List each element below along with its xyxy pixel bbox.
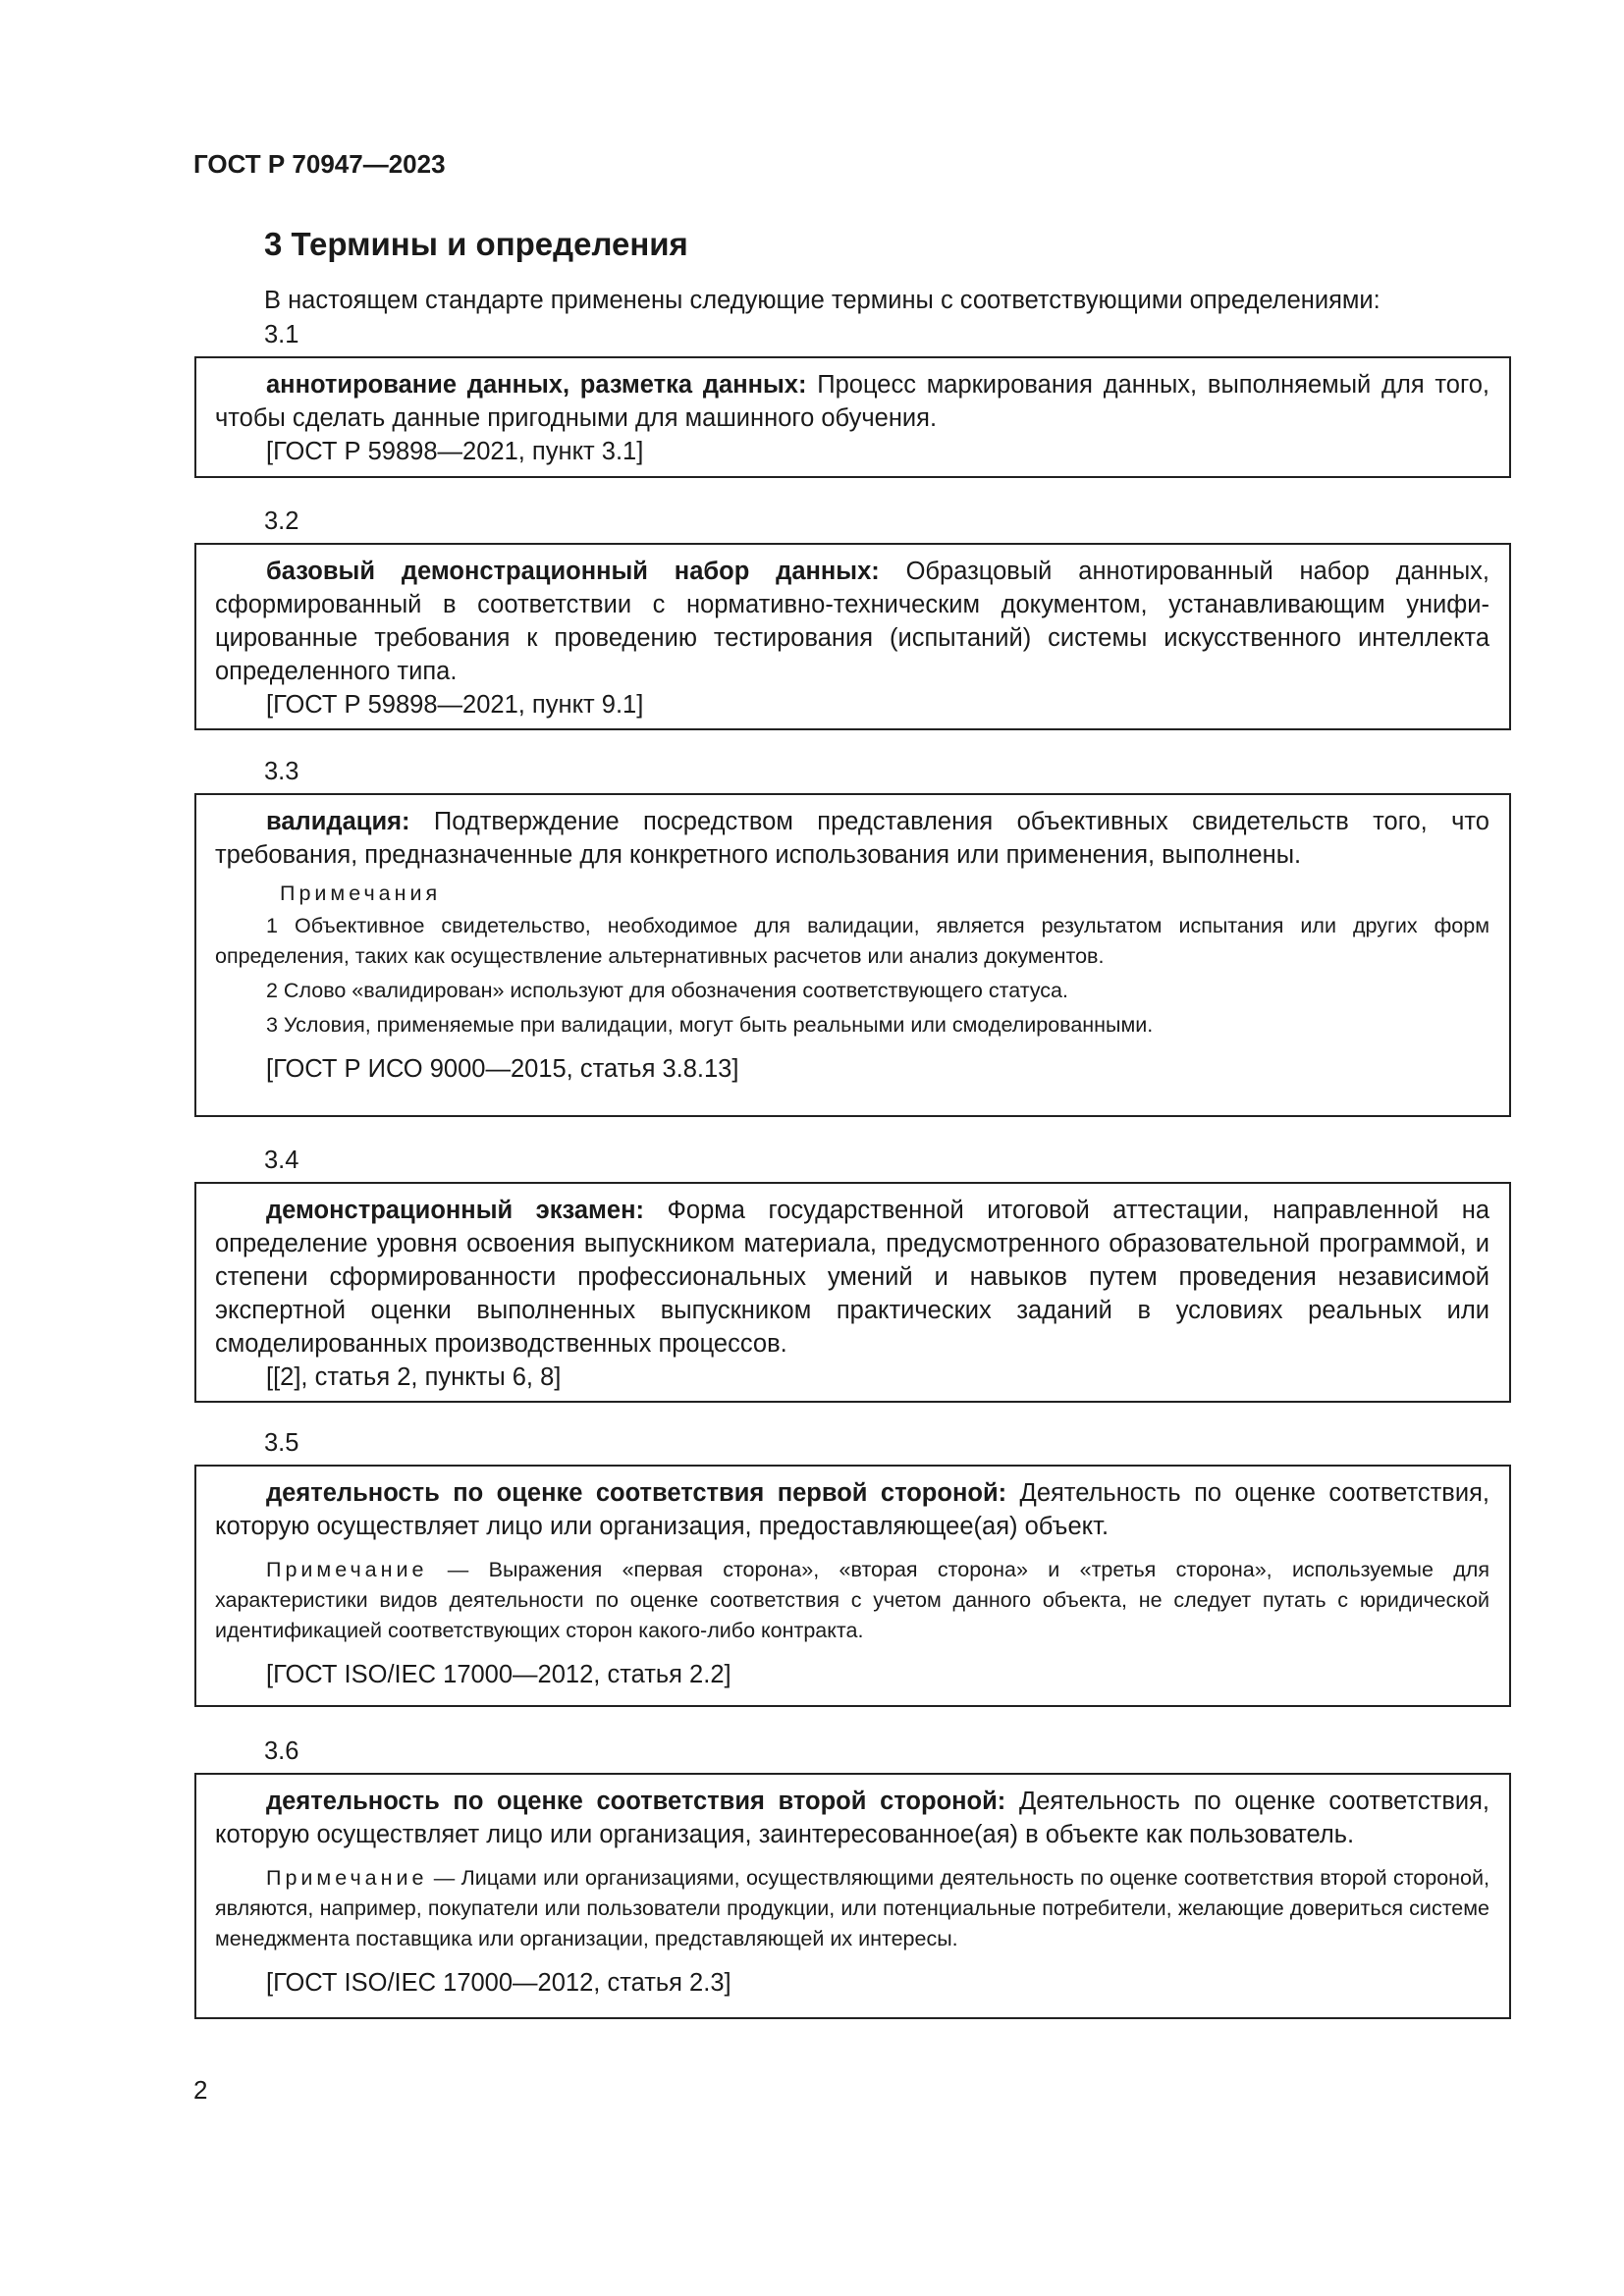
term-box (194, 1773, 1511, 2019)
note-item: 2 Слово «валидирован» используют для обозначения соответствующего статуса. (266, 979, 1068, 1002)
definition-text: Подтверждение посредством представления объективных свидетельств того, что требования, предназначенные для конкретного использования или применения, выполнены. (215, 808, 1489, 869)
term-box (194, 543, 1511, 730)
term-source: [ГОСТ Р 59898—2021, пункт 9.1] (266, 691, 644, 719)
page-number: 2 (193, 2075, 208, 2105)
definition-text: Деятельность по оценке соответствия, которую осуществляет лицо или организация, заинтересованное(ая) в объекте как пользователь. (215, 1788, 1489, 1848)
term-box (194, 1182, 1511, 1403)
term-box (194, 356, 1511, 478)
term-definition (215, 1194, 1489, 1361)
term-number: 3.3 (264, 758, 299, 785)
term-source: [ГОСТ Р ИСО 9000—2015, статья 3.8.13] (266, 1055, 739, 1083)
note-text: — Лицами или организациями, осуществляющими деятельность по оценке соответствия второй стороной, являются, например, покупатели или пользователи продукции, или потенциальные потребители, желающие довериться системе менеджмента поставщика или организации, представляющей их интересы. (215, 1866, 1489, 1950)
term-name: деятельность по оценке соответствия первой стороной: (266, 1479, 1007, 1507)
term-definition (215, 1785, 1489, 1851)
note-item (215, 1863, 1489, 1954)
term-name: базовый демонстрационный набор данных: (266, 558, 880, 585)
term-number: 3.1 (264, 321, 299, 348)
term-number: 3.2 (264, 507, 299, 535)
term-definition (215, 368, 1489, 435)
section-title: 3 Термины и определения (264, 226, 688, 262)
term-name: деятельность по оценке соответствия второй стороной: (266, 1788, 1006, 1815)
definition-text: Форма государственной итоговой аттестации, направленной на определение уровня освоения выпускником материала, предусмотренного образовательной программой, и степени сформированности профессиональных умений и навыков путем проведения независимой экспертной оценки выполненных выпускником практических заданий в условиях реальных или смоделированных производственных процессов. (215, 1197, 1489, 1358)
term-name: демонстрационный экзамен: (266, 1197, 644, 1224)
term-definition (215, 805, 1489, 872)
term-name: валидация: (266, 808, 410, 835)
note-item: 3 Условия, применяемые при валидации, могут быть реальными или смоделированными. (266, 1013, 1154, 1037)
term-source: [ГОСТ Р 59898—2021, пункт 3.1] (266, 438, 644, 465)
term-source: [[2], статья 2, пункты 6, 8] (266, 1363, 562, 1391)
term-name: аннотирование данных, разметка данных: (266, 371, 807, 399)
definition-text: Процесс маркирования данных, выполняемый для того, чтобы сделать данные пригодными для машинного обучения. (215, 371, 1489, 432)
term-box (194, 1465, 1511, 1707)
term-source: [ГОСТ ISO/IEC 17000—2012, статья 2.3] (266, 1969, 731, 1997)
note-item: 1 Объективное свидетельство, необходимое для валидации, является результатом испытания или других форм определения, таких как осуществление альтернативных расчетов или анализ документов. (215, 914, 1489, 968)
term-number: 3.5 (264, 1429, 299, 1457)
term-number: 3.4 (264, 1147, 299, 1174)
document-code: ГОСТ Р 70947—2023 (193, 149, 446, 179)
note-label: Примечание (266, 1866, 428, 1890)
note-item (215, 1555, 1489, 1646)
definition-text: Образцовый аннотированный набор данных, сформированный в соответствии с нормативно-техническим документом, устанавливающим унифицированные требования к проведению тестирования (испытаний) системы искусственного интеллекта определенного типа. (215, 558, 1489, 685)
section-intro: В настоящем стандарте применены следующие термины с соответствующими определениями: (264, 287, 1380, 314)
term-number: 3.6 (264, 1737, 299, 1765)
term-definition (215, 1476, 1489, 1543)
note-text: — Выражения «первая сторона», «вторая сторона» и «третья сторона», используемые для характеристики видов деятельности по оценке соответствия с учетом данного объекта, не следует путать с юридической идентификацией соответствующих сторон какого-либо контракта. (215, 1558, 1489, 1642)
notes-title: Примечания (280, 881, 442, 905)
note-label: Примечание (266, 1558, 428, 1581)
term-box (194, 793, 1511, 1117)
term-source: [ГОСТ ISO/IEC 17000—2012, статья 2.2] (266, 1661, 731, 1688)
definition-text: Деятельность по оценке соответствия, которую осуществляет лицо или организация, предоставляющее(ая) объект. (215, 1479, 1489, 1540)
term-definition (215, 555, 1489, 688)
